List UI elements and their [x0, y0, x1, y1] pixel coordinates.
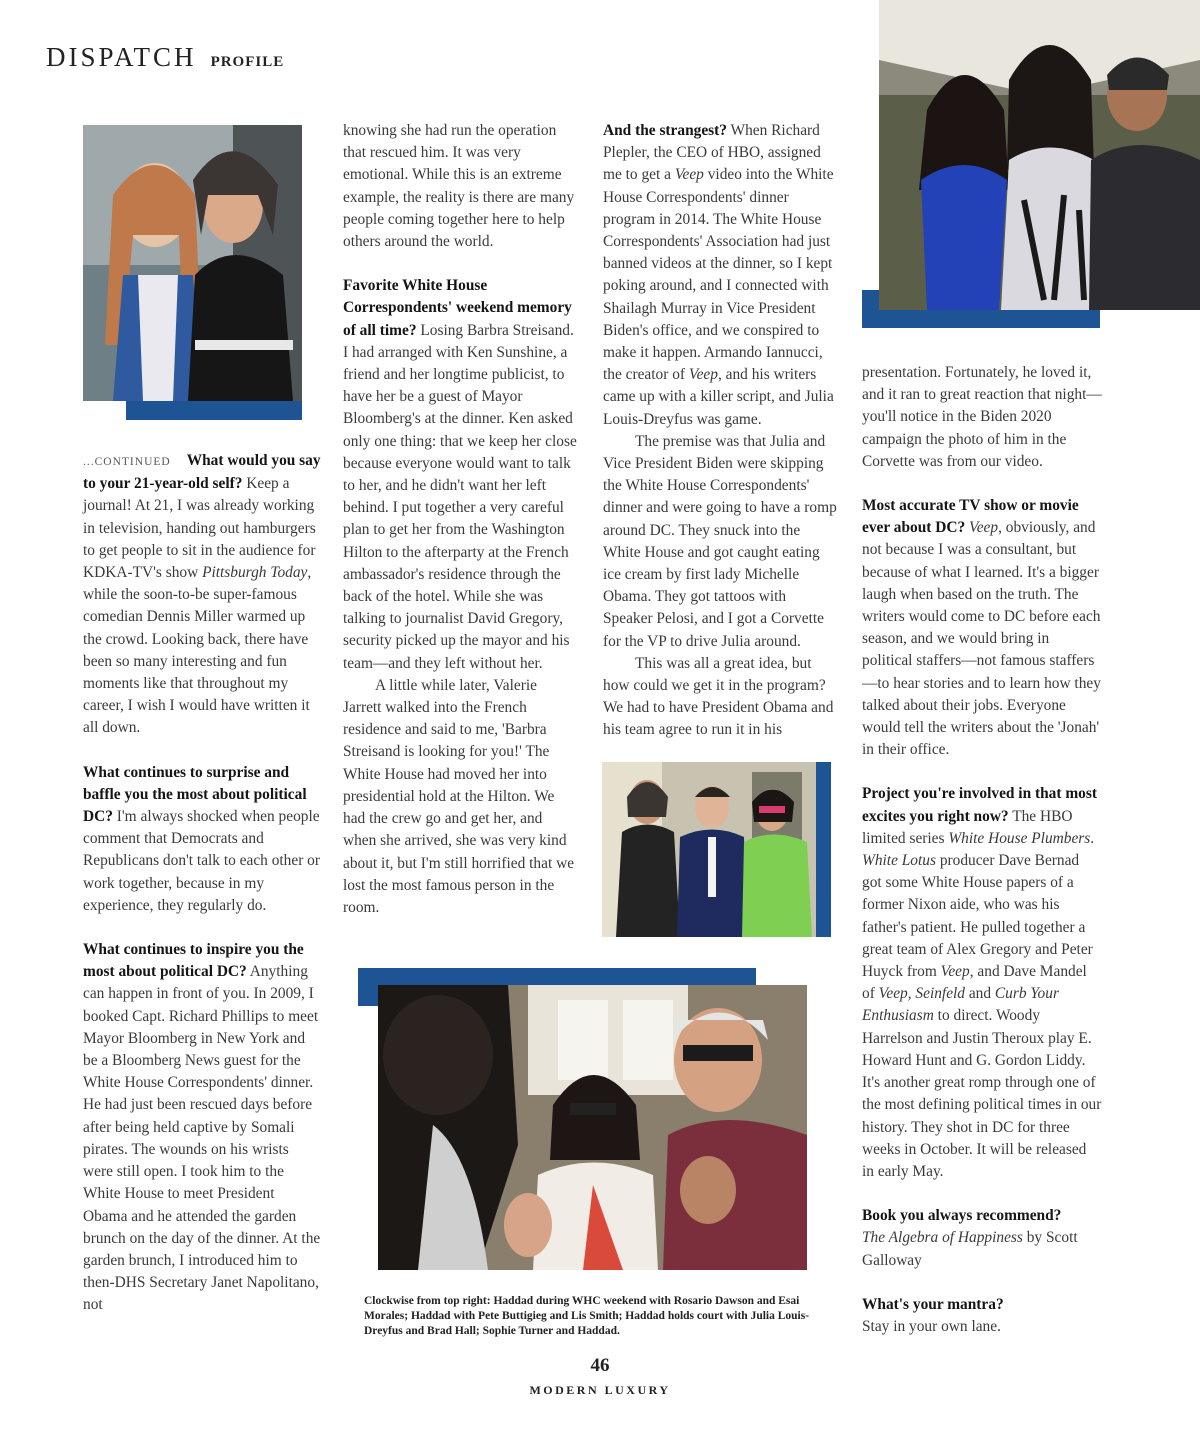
answer-text: Stay in your own lane. — [862, 1317, 1001, 1335]
show-title: White House Plumbers — [948, 829, 1091, 847]
answer-text: I'm always shocked when people comment that Democrats and Republicans don't talk to each other or work together, because in my experience, they regularly do. — [83, 808, 320, 914]
show-title: White Lotus — [862, 852, 936, 870]
answer-text: , obviously, and not because I was a consultant, but because of what I learned. It's a bigger laugh when based on the truth. The writers would come to DC before each season, and we would bring in political staffers—not famous staffers—to hear stories and to learn how they talked about their jobs. Everyone would tell the writers about the 'Jonah' in their office. — [862, 519, 1101, 759]
show-title: Veep — [940, 963, 970, 981]
magazine-brand: MODERN LUXURY — [529, 1383, 671, 1397]
answer-text: . — [1090, 829, 1095, 847]
show-title: Curb Your Enthusiasm — [862, 985, 1059, 1025]
section-header — [46, 42, 284, 73]
question-favorite-memory — [343, 275, 579, 675]
question-accurate-tv-show — [862, 495, 1102, 761]
answer-text: , and his writers came up with a killer script, and Julia Louis-Dreyfus was game. — [603, 366, 834, 428]
question-current-project — [862, 783, 1102, 1183]
paragraph: knowing she had run the operation that rescued him. It was very emotional. While this is an extreme example, the reality is there are many people coming together here to help others around the world. — [343, 122, 575, 251]
photo-haddad-with-pete-buttigieg-and-lis-smith — [602, 762, 816, 937]
show-title: Veep — [674, 166, 704, 184]
show-title: Pittsburgh Today — [202, 564, 308, 582]
question-text: What continues to inspire you the most about political DC? — [83, 941, 304, 981]
question-text: What's your mantra? — [862, 1295, 1004, 1313]
question-text: Favorite White House Correspondents' weekend memory of all time? — [343, 277, 572, 339]
show-title: Veep — [688, 366, 718, 384]
question-text: Project you're involved in that most excites you right now? — [862, 785, 1097, 825]
article-column-4 — [862, 362, 1102, 1338]
answer-text: Anything can happen in front of you. In 2009, I booked Capt. Richard Phillips to meet Mayor Bloomberg in New York and be a Bloomberg News guest for the White House Correspondents' dinner. He had just been rescued days before after being held captive by Somali pirates. The wounds on his wrists were still open. I took him to the White House to meet President Obama and he attended the garden brunch on the day of the dinner. At the garden brunch, I introduced him to then-DHS Secretary Janet Napolitano, not — [83, 963, 321, 1314]
question-text: What would you say to your 21-year-old self? — [83, 452, 321, 493]
question-mantra — [862, 1294, 1102, 1338]
answer-text: , while the soon-to-be super-famous comedian Dennis Miller warmed up the crowd. Looking back, there have been so many interesting and fun moments like that throughout my career, I wish I would have written it all down. — [83, 564, 312, 737]
answer-text: video into the White House Correspondents' dinner program in 2014. The White House Correspondents' Association had just banned videos at the dinner, so I kept poking around, and I connected with Shailagh Murray in Vice President Biden's office, and we conspired to make it happen. Armando Iannucci, the creator of — [603, 166, 834, 384]
photo-haddad-with-julia-louis-dreyfus-and-brad-hall — [378, 985, 807, 1270]
show-title: Veep — [969, 519, 999, 537]
question-inspire — [83, 939, 321, 1316]
answer-text: and — [965, 985, 995, 1003]
answer-text: by Scott Galloway — [862, 1229, 1078, 1269]
answer-text: The HBO limited series — [862, 807, 1073, 847]
question-surprise-baffle — [83, 762, 321, 917]
paragraph: A little while later, Valerie Jarrett walked into the French residence and said to me, 'Barbra Streisand is looking for you!' The White House had moved her into presidential hold at the Hilton. We had the crew go and get her, and when she arrived, she was very kind about it, but I'm still horrified that we lost the most famous person in the room. — [343, 676, 575, 916]
section-title: DISPATCH — [46, 42, 197, 72]
paragraph: The premise was that Julia and Vice President Biden were skipping the White House Correspondents' dinner and were going to have a romp around DC. They snuck into the White House and got caught eating ice cream by first lady Michelle Obama. They got tattoos with Speaker Pelosi, and I got a Corvette for the VP to drive Julia around. — [603, 432, 837, 650]
show-title: Veep, Seinfeld — [878, 985, 965, 1003]
answer-text: Keep a journal! At 21, I was already working in television, handing out hamburgers to get people to sit in the audience for KDKA-TV's show — [83, 475, 316, 582]
continued-marker: ...CONTINUED — [83, 456, 171, 468]
accent-bar — [815, 762, 831, 937]
question-text: Book you always recommend? — [862, 1207, 1062, 1225]
answer-text: When Richard Plepler, the CEO of HBO, assigned me to get a — [603, 122, 821, 184]
question-21-year-old-self — [83, 450, 321, 740]
question-text: What continues to surprise and baffle you the most about political DC? — [83, 763, 307, 826]
paragraph: This was all a great idea, but how could we get it in the program? We had to have President Obama and his team agree to run it in his — [603, 654, 834, 739]
page-number: 46 — [590, 1355, 610, 1376]
section-subtitle: PROFILE — [210, 54, 285, 70]
answer-text: to direct. Woody Harrelson and Justin Theroux play E. Howard Hunt and G. Gordon Liddy. It's another great romp through one of the most defining political times in our history. They shot in DC for three weeks in October. It will be released in early May. — [862, 1007, 1102, 1180]
paragraph: presentation. Fortunately, he loved it, and it ran to great reaction that night—you'll notice in the Biden 2020 campaign the photo of him in the Corvette was from our video. — [862, 364, 1102, 470]
article-column-2 — [343, 120, 579, 919]
photo-rosario-dawson-and-esai-morales — [879, 0, 1200, 310]
answer-text: producer Dave Bernad got some White House papers of a former Nixon aide, who was his father's patient. He pulled together a great team of Alex Gregory and Peter Huyck from — [862, 852, 1093, 981]
answer-text: , and Dave Mandel of — [862, 963, 1087, 1003]
question-book — [862, 1205, 1102, 1272]
article-column-3 — [603, 120, 839, 742]
question-text: Most accurate TV show or movie ever about DC? — [862, 497, 1079, 537]
answer-text: Losing Barbra Streisand. I had arranged with Ken Sunshine, a friend and her longtime publicist, to have her be a guest of Mayor Bloomberg's at the dinner. Ken asked only one thing: that we keep her close because everyone would want to talk to her, and he didn't want her left behind. I put together a very careful plan to get her from the Washington Hilton to the afterparty at the French ambassador's residence through the back of the hotel. While she was talking to journalist David Gregory, security picked up the mayor and his team—and they left without her. — [343, 321, 577, 672]
article-column-1 — [83, 450, 321, 1317]
question-strangest — [603, 120, 839, 431]
question-text: And the strangest? — [603, 122, 727, 139]
photo-sophie-turner-and-haddad — [83, 125, 302, 401]
book-title: The Algebra of Happiness — [862, 1229, 1023, 1247]
photo-caption: Clockwise from top right: Haddad during WHC weekend with Rosario Dawson and Esai Morales; Haddad with Pete Buttigieg and Lis Smith; Haddad holds court with Julia Louis-Dreyfus and Brad Hall; Sophie Turner and Haddad. — [364, 1295, 810, 1337]
